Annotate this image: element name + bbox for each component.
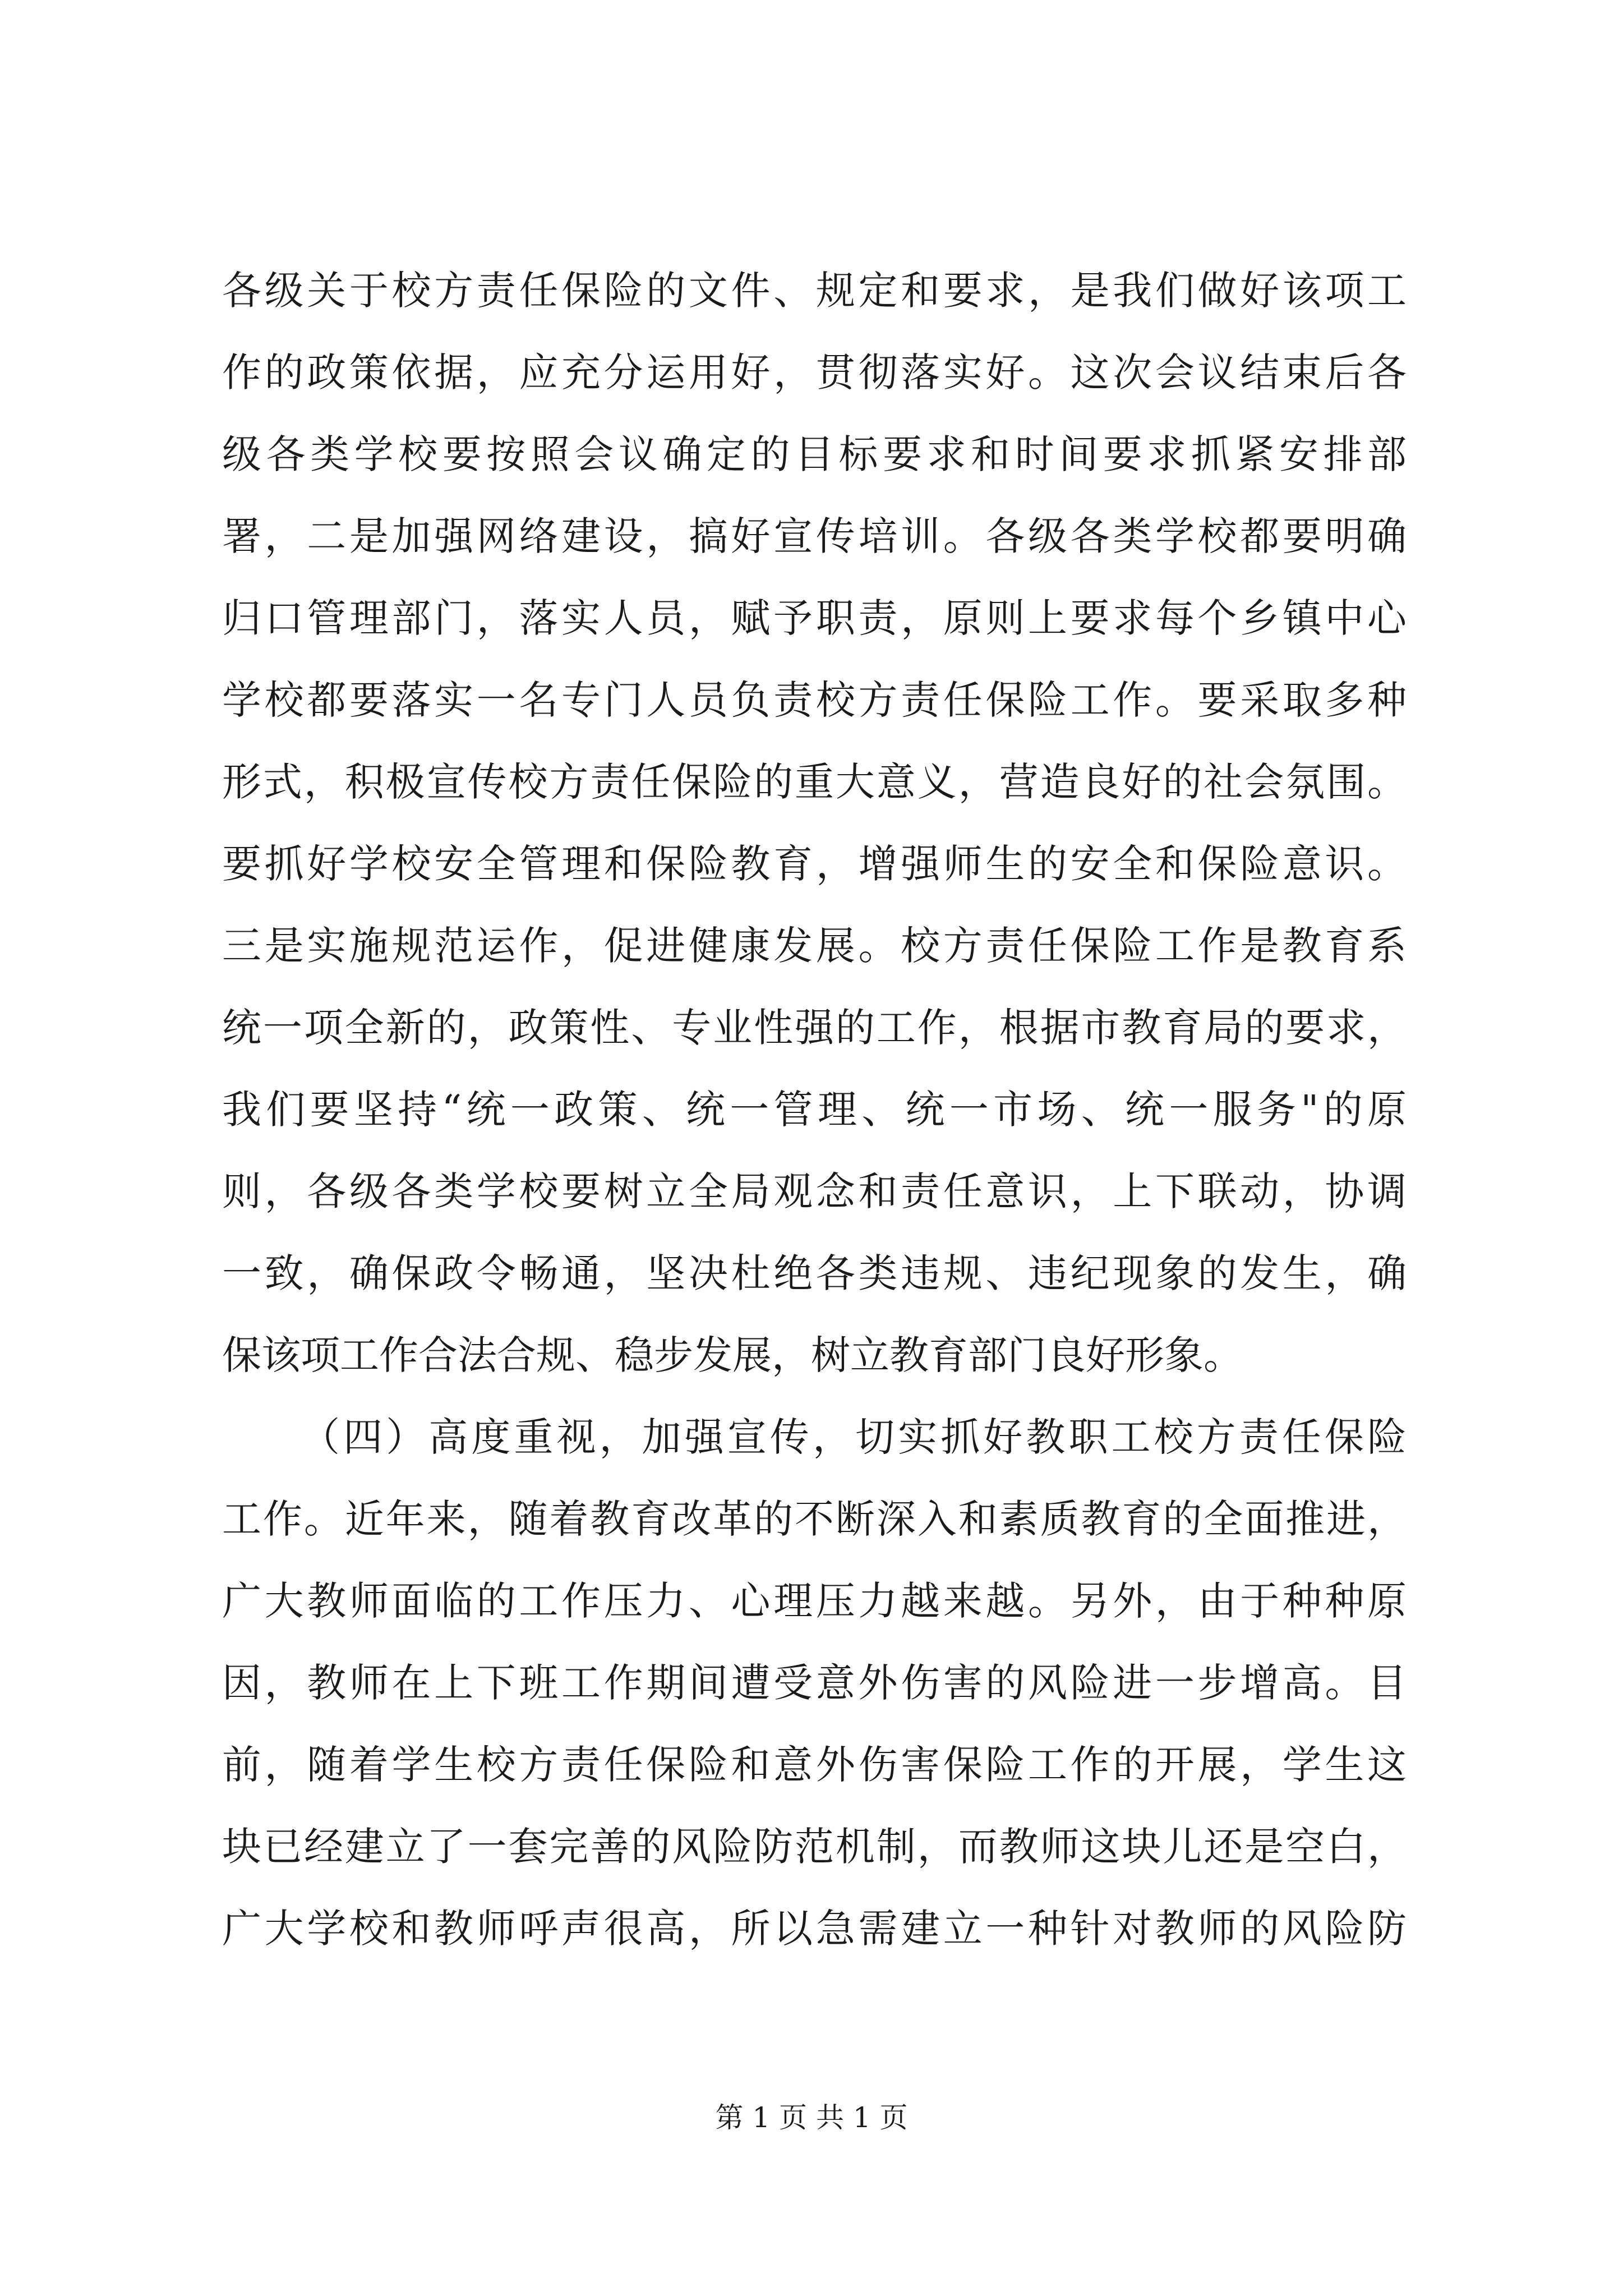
text-line: 则，各级各类学校要树立全局观念和责任意识，上下联动，协调 [222, 1168, 1407, 1214]
text-line: 广大教师面临的工作压力、心理压力越来越。另外，由于种种原 [222, 1578, 1407, 1624]
text-line: 统一项全新的，政策性、专业性强的工作，根据市教育局的要求， [222, 1005, 1407, 1051]
text-line: 因，教师在上下班工作期间遭受意外伤害的风险进一步增高。目 [222, 1660, 1407, 1706]
text-line: 前，随着学生校方责任保险和意外伤害保险工作的开展，学生这 [222, 1742, 1407, 1788]
text-line: 级各类学校要按照会议确定的目标要求和时间要求抓紧安排部 [222, 431, 1407, 477]
section-heading-line: （四）高度重视，加强宣传，切实抓好教职工校方责任保险 [301, 1414, 1407, 1460]
text-line: 学校都要落实一名专门人员负责校方责任保险工作。要采取多种 [222, 677, 1407, 723]
text-line: 广大学校和教师呼声很高，所以急需建立一种针对教师的风险防 [222, 1906, 1407, 1952]
text-line: 一致，确保政令畅通，坚决杜绝各类违规、违纪现象的发生，确 [222, 1250, 1407, 1296]
text-line: 要抓好学校安全管理和保险教育，增强师生的安全和保险意识。 [222, 841, 1407, 887]
page-number-footer: 第 1 页 共 1 页 [715, 2101, 908, 2134]
text-line: 作的政策依据，应充分运用好，贯彻落实好。这次会议结束后各 [222, 349, 1407, 395]
text-line: 署，二是加强网络建设，搞好宣传培训。各级各类学校都要明确 [222, 513, 1407, 559]
text-line: 各级关于校方责任保险的文件、规定和要求，是我们做好该项工 [222, 268, 1407, 314]
body-text [222, 250, 1407, 1970]
text-line: 保该项工作合法合规、稳步发展，树立教育部门良好形象。 [222, 1332, 1243, 1378]
text-line: 块已经建立了一套完善的风险防范机制，而教师这块儿还是空白， [222, 1824, 1407, 1870]
text-line: 形式，积极宣传校方责任保险的重大意义，营造良好的社会氛围。 [222, 759, 1407, 805]
text-line: 归口管理部门，落实人员，赋予职责，原则上要求每个乡镇中心 [222, 595, 1407, 641]
text-line: 工作。近年来，随着教育改革的不断深入和素质教育的全面推进， [222, 1496, 1407, 1542]
text-line: 三是实施规范运作，促进健康发展。校方责任保险工作是教育系 [222, 923, 1407, 969]
text-line: 我们要坚持“统一政策、统一管理、统一市场、统一服务"的原 [222, 1087, 1407, 1133]
